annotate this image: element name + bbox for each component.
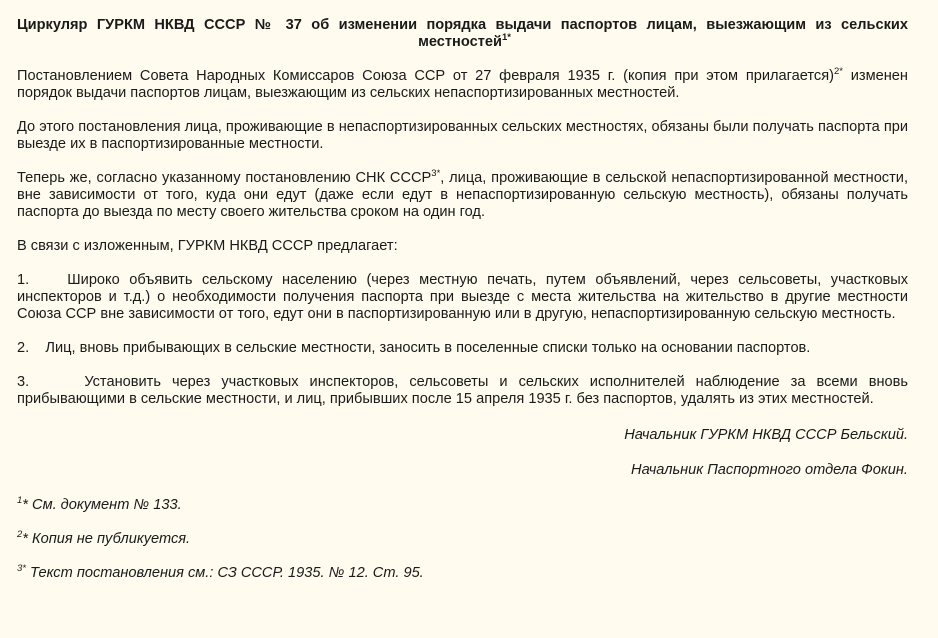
footnote-1-text: * См. документ № 133. <box>22 497 182 513</box>
footnote-3-mark: 3* <box>17 563 26 575</box>
footnote-ref-2[interactable]: 2* <box>834 66 843 78</box>
footnote-2 <box>17 531 908 548</box>
signature-passport-dept: Начальник Паспортного отдела Фокин. <box>631 462 908 478</box>
list-item-3: 3. Установить через участковых инспекторов, сельсоветы и сельских исполнителей наблюдение за всеми вновь прибывающими в сельские местности, и лиц, прибывших после 15 апреля 1935 г. без паспортов, удалять из этих местностей. <box>17 374 913 407</box>
title-line-2-text: местностей <box>418 34 502 50</box>
paragraph-3-start: Теперь же, согласно указанному постановлению СНК СССР <box>17 170 432 186</box>
title-line-1: Циркуляр ГУРКМ НКВД СССР № 37 об изменении порядка выдачи паспортов лицам, выезжающим из сельских <box>17 17 908 33</box>
footnote-1-mark: 1 <box>17 495 23 507</box>
list-item-1: 1. Широко объявить сельскому населению (через местную печать, путем объявлений, через сельсоветы, участковых инспекторов и т.д.) о необходимости получения паспорта при выезде с места жительства на жительство в другие местности Союза ССР вне зависимости от того, едут они в паспортизированную или в другую, непаспортизированную сельскую местность. <box>17 272 913 322</box>
paragraph-1-start: Постановлением Совета Народных Комиссаров Союза ССР от 27 февраля 1935 г. (копия при этом прилагается) <box>17 68 834 84</box>
title-line-2 <box>17 34 908 51</box>
footnote-2-mark: 2 <box>17 529 23 541</box>
signature-head: Начальник ГУРКМ НКВД СССР Бельский. <box>624 427 908 443</box>
paragraph-3-end: , лица, проживающие в сельской непаспортизированной местности, вне зависимости от того, куда они едут (даже если едут в непаспортизированную сельскую местность), обязаны получать паспорта до выезда по месту своего жительства сроком на один год. <box>17 170 908 220</box>
list-item-2: 2. Лиц, вновь прибывающих в сельские местности, заносить в поселенные списки только на основании паспортов. <box>17 340 811 356</box>
paragraph-1-end: изменен порядок выдачи паспортов лицам, выезжающим из сельских непаспортизированных местностей. <box>17 68 908 101</box>
paragraph-2: До этого постановления лица, проживающие в непаспортизированных сельских местностях, обязаны были получать паспорта при выезде их в паспортизированные местности. <box>17 119 908 152</box>
document-title <box>17 17 908 51</box>
footnote-3 <box>17 565 908 582</box>
footnote-1 <box>17 497 908 514</box>
title-footnote-ref[interactable]: 1* <box>501 32 511 44</box>
footnote-3-text: Текст постановления см.: СЗ СССР. 1935. № 12. Ст. 95. <box>25 565 424 581</box>
footnote-2-text: * Копия не публикуется. <box>22 531 191 547</box>
footnote-ref-3[interactable]: 3* <box>431 168 441 180</box>
paragraph-1 <box>17 68 908 102</box>
paragraph-3 <box>17 170 908 221</box>
paragraph-4: В связи с изложенным, ГУРКМ НКВД СССР предлагает: <box>17 238 398 254</box>
document <box>17 0 913 582</box>
